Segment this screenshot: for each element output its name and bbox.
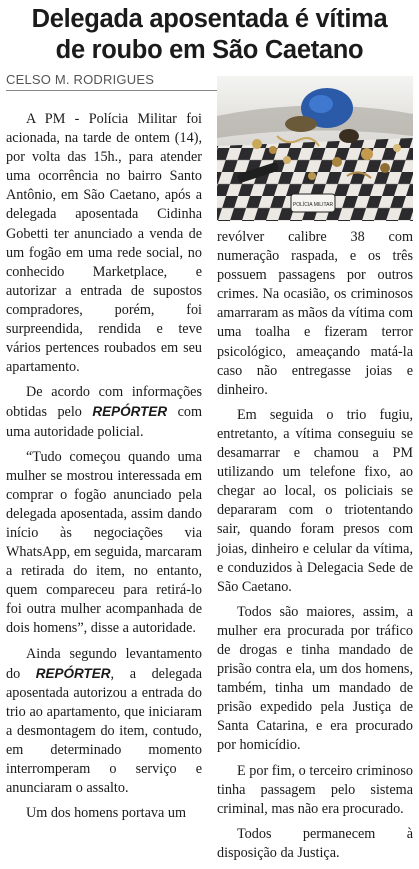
paragraph-6: Em seguida o trio fugiu, entretanto, a vítima conseguiu se desamarrar e chamou a PM utilizando um telefone fixo, ao chegar ao local, os policiais se depararam com o triotentando sair, quando foram presos com joias, dinheiro e celular da vítima, e conduzidos à Delegacia Sede de São Caetano. bbox=[217, 406, 413, 595]
headline-line-1: Delegada aposentada é vítima bbox=[31, 5, 388, 33]
paragraph-3: “Tudo começou quando uma mulher se mostrou interessada em comprar o fogão anunciado pela delegada aposentada, assim dando início às negociações via WhatsApp, em seguida, marcaram a retirada do item, no entanto, quem compareceu para retirá-lo foi outra mulher acompanhada de dois homens”, disse a autoridade. bbox=[6, 448, 202, 637]
police-patch bbox=[291, 194, 335, 212]
paragraph-4 bbox=[6, 645, 202, 799]
evidence-photo-image bbox=[217, 76, 413, 221]
reporter-name-2: REPÓRTER bbox=[35, 665, 111, 681]
evidence-photo bbox=[217, 76, 413, 221]
paragraph-5: Um dos homens portava um bbox=[26, 805, 186, 822]
headline-line-2: de roubo em São Caetano bbox=[55, 36, 364, 64]
article-column-left bbox=[6, 110, 202, 829]
paragraph-2-end: com uma autoridade policial. bbox=[6, 404, 203, 440]
paragraph-2-start: De acordo com informações obtidas pelo bbox=[6, 384, 202, 421]
paragraph-2 bbox=[6, 383, 202, 441]
paragraph-4-start: Ainda segundo levantamento do bbox=[6, 645, 202, 682]
paragraph-4-end: , a delegada aposentada autorizou a entrada do trio ao apartamento, que iniciaram a desmontagem do item, contudo, em determinado momento interromperam o serviço e anunciaram o assalto. bbox=[6, 665, 202, 797]
headline bbox=[0, 4, 419, 66]
paragraph-7: Todos são maiores, assim, a mulher era procurada por tráfico de drogas e tinha mandado de prisão contra ela, um dos homens, também, tinha um mandado de prisão expedido pela Justiça de Santa Catarina, e era procurado por homicídio. bbox=[217, 603, 413, 754]
police-patch-label: POLÍCIA MILITAR bbox=[292, 202, 334, 208]
paragraph-5-continued: revólver calibre 38 com numeração raspada, e os três possuem passagens por outros crimes. Na ocasião, os criminosos amarraram as mãos da vítima com uma toalha e fizeram terror psicológico, ameaçando matá-la caso não entregasse joias e dinheiro. bbox=[217, 229, 413, 398]
article-column-right bbox=[217, 228, 413, 869]
reporter-name: REPÓRTER bbox=[92, 404, 168, 420]
paragraph-9: Todos permanecem à disposição da Justiça. bbox=[217, 825, 413, 861]
byline: CELSO M. RODRIGUES bbox=[6, 72, 155, 87]
paragraph-8: E por fim, o terceiro criminoso tinha passagem pelo sistema criminal, mas não era procurado. bbox=[217, 762, 413, 817]
paragraph-1: A PM - Polícia Militar foi acionada, na tarde de ontem (14), por volta das 15h., para atender uma ocorrência no bairro Santo Antônio, em São Caetano, após a delegada aposentada Cidinha Gobetti ter anunciado a venda de um fogão em uma rede social, no conhecido Marketplace, e autorizar a entrada de supostos compradores, porém, foi surpreendida, rendida e teve vários pertences roubados em seu apartamento. bbox=[6, 111, 202, 376]
